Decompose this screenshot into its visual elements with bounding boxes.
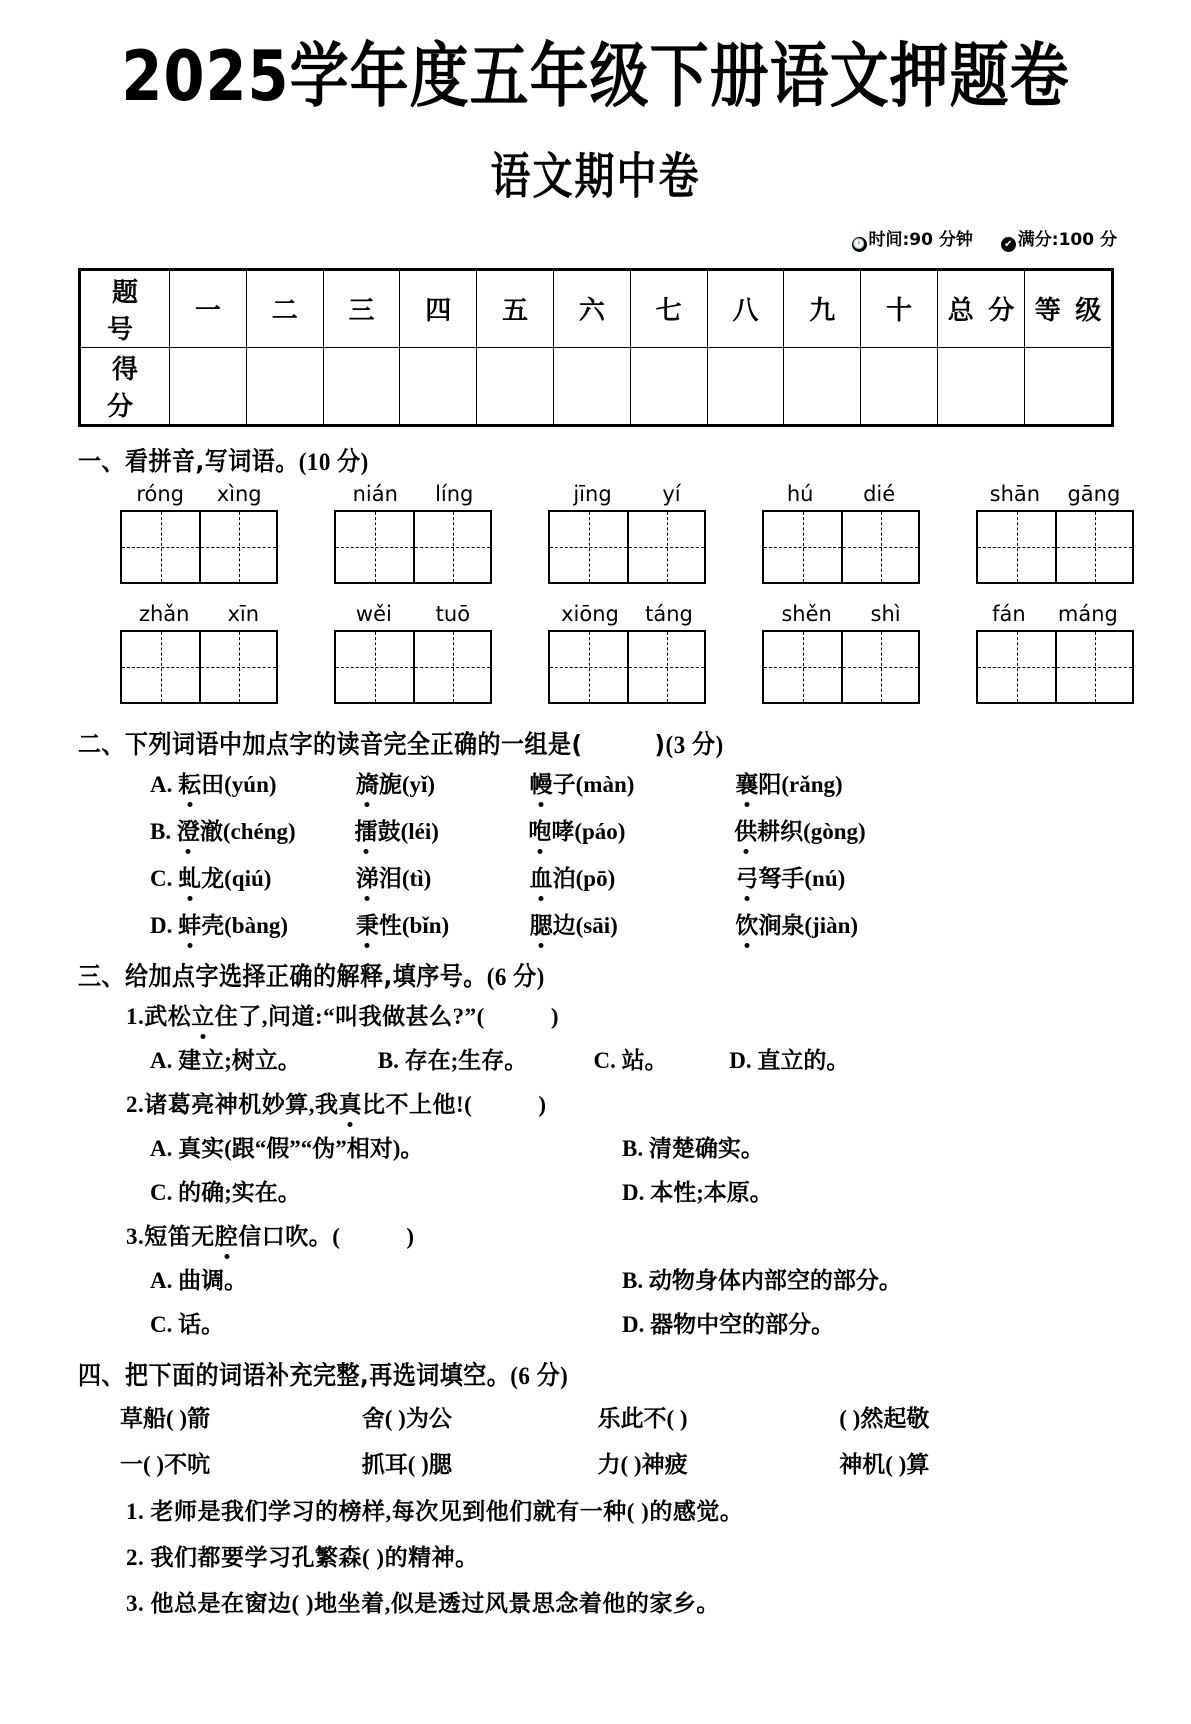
pinyin-group [334, 482, 492, 584]
option-text: 龙(qiú) [201, 865, 272, 891]
idiom-item[interactable]: 神机( )算 [839, 1451, 930, 1477]
option-text: 边(sāi) [552, 912, 618, 938]
fill-question-2[interactable]: 2. 我们都要学习孔繁森( )的精神。 [126, 1544, 479, 1570]
dotted-char: 弓 [735, 860, 758, 893]
score-cell-9[interactable] [784, 347, 861, 425]
grid-cell[interactable] [336, 632, 413, 702]
idiom-item[interactable]: 舍( )为公 [361, 1405, 452, 1431]
section-3-points: (6 分) [486, 962, 545, 991]
dotted-char: 蚌 [178, 907, 201, 940]
section-4-title: 四、把下面的词语补充完整,再选词填空。 [78, 1361, 511, 1391]
question-3-2-options-row2[interactable] [150, 1174, 1191, 1207]
check-icon: ✔ [1001, 237, 1016, 252]
option-text: 泊(pō) [552, 865, 616, 891]
grid-cell[interactable] [550, 512, 627, 582]
score-cell-5[interactable] [477, 347, 554, 425]
pinyin-syllable: líng [435, 481, 474, 506]
section-2-heading [78, 724, 1191, 760]
score-cell-4[interactable] [400, 347, 477, 425]
dotted-char: 立 [191, 998, 215, 1031]
dotted-char: 咆 [528, 813, 551, 846]
option-item[interactable]: B. 存在;生存。 [377, 1047, 528, 1073]
col-head-total: 总 分 [938, 269, 1025, 347]
score-cell-10[interactable] [861, 347, 938, 425]
score-table-wrap [78, 268, 1113, 427]
question-3-3 [126, 1218, 1191, 1251]
option-row-D[interactable] [150, 907, 1191, 940]
question-paren: ) [550, 1003, 559, 1029]
score-cell-7[interactable] [630, 347, 707, 425]
table-row-scores [80, 347, 1113, 425]
pinyin-group [334, 602, 492, 704]
option-text: 弩手(nú) [758, 865, 846, 891]
option-text: 涧泉(jiàn) [758, 912, 859, 938]
dotted-char: 腔 [215, 1218, 239, 1251]
pinyin-group [548, 482, 706, 584]
page-subtitle: 语文期中卷 [490, 148, 701, 206]
score-cell-3[interactable] [323, 347, 400, 425]
question-3-1-options[interactable] [150, 1042, 1191, 1075]
option-text: 田(yún) [201, 771, 277, 797]
dotted-char: 幔 [530, 766, 553, 799]
col-head-1: 一 [170, 269, 247, 347]
question-text-pre: 武松 [144, 1003, 192, 1029]
question-3-3-options-row1[interactable] [150, 1262, 1191, 1295]
idiom-item[interactable]: 草船( )箭 [120, 1405, 211, 1431]
pinyin-group [762, 602, 920, 704]
dotted-char: 虬 [178, 860, 201, 893]
fill-question-1[interactable]: 1. 老师是我们学习的榜样,每次见到他们就有一种( )的感觉。 [126, 1498, 744, 1524]
pinyin-syllable: yí [662, 481, 681, 506]
idiom-item[interactable]: 抓耳( )腮 [361, 1451, 452, 1477]
pinyin-group [762, 482, 920, 584]
grid-cell[interactable] [627, 632, 704, 702]
col-head-6: 六 [553, 269, 630, 347]
grid-cell[interactable] [122, 512, 199, 582]
grid-cell[interactable] [627, 512, 704, 582]
grid-cell[interactable] [413, 632, 490, 702]
page-title: 2025学年度五年级下册语文押题卷 [121, 35, 1070, 117]
pinyin-syllable: zhǎn [138, 601, 190, 626]
writing-grid[interactable] [334, 630, 492, 704]
pinyin-syllable: xīn [227, 601, 260, 626]
fill-question-3[interactable]: 3. 他总是在窗边( )地坐着,似是透过风景思念着他的家乡。 [126, 1590, 720, 1616]
question-paren: ) [406, 1223, 415, 1249]
writing-grid[interactable] [976, 510, 1134, 584]
score-cell-1[interactable] [170, 347, 247, 425]
grid-cell[interactable] [978, 632, 1055, 702]
col-head-8: 八 [707, 269, 784, 347]
pinyin-labels [548, 482, 706, 506]
score-meta [1001, 225, 1117, 252]
pinyin-group [120, 482, 278, 584]
writing-grid[interactable] [120, 630, 278, 704]
pinyin-syllable: xìng [216, 481, 262, 506]
option-row-A[interactable] [150, 766, 1191, 799]
pinyin-syllable: róng [136, 481, 185, 506]
pinyin-syllable: nián [352, 481, 398, 506]
option-text: 子(màn) [552, 771, 635, 797]
option-row-C[interactable] [150, 860, 1191, 893]
grid-cell[interactable] [1055, 632, 1132, 702]
option-letter: C. [150, 865, 173, 891]
section-1-points: (10 分) [298, 447, 369, 476]
score-row-label: 题 号 [80, 269, 170, 347]
option-item[interactable]: C. 的确;实在。 [150, 1179, 301, 1205]
question-text-post: 住了,问道:“叫我做甚么?”( [214, 1003, 485, 1029]
question-paren: ) [538, 1091, 547, 1117]
pinyin-group [548, 602, 706, 704]
grid-cell[interactable] [550, 632, 627, 702]
grid-cell[interactable] [841, 512, 918, 582]
dotted-char: 耘 [178, 766, 201, 799]
option-item[interactable]: D. 直立的。 [729, 1047, 850, 1073]
clock-icon: 🕐 [852, 238, 866, 250]
option-text: 性(bǐn) [378, 912, 450, 938]
pinyin-syllable: tuō [435, 601, 471, 626]
score-cell-8[interactable] [707, 347, 784, 425]
question-3-2 [126, 1086, 1191, 1119]
grid-cell[interactable] [764, 512, 841, 582]
question-text-pre: 诸葛亮神机妙算,我 [144, 1091, 339, 1117]
pinyin-labels [120, 602, 278, 626]
option-text: 哮(páo) [551, 818, 626, 844]
pinyin-labels [762, 602, 920, 626]
exam-meta [0, 225, 1191, 252]
option-text: 耕织(gòng) [757, 818, 866, 844]
option-row-B[interactable] [150, 813, 1191, 846]
section-2-title: 二、下列词语中加点字的读音完全正确的一组是( [78, 730, 583, 760]
idiom-item[interactable]: ( )然起敬 [839, 1405, 930, 1431]
option-item[interactable]: C. 话。 [150, 1311, 225, 1337]
dotted-char: 饮 [735, 907, 758, 940]
option-item[interactable]: B. 动物身体内部空的部分。 [622, 1267, 902, 1293]
idiom-item[interactable]: 一( )不吭 [120, 1451, 211, 1477]
grid-cell[interactable] [978, 512, 1055, 582]
dotted-char: 涕 [356, 860, 379, 893]
option-text: 澈(chéng) [199, 818, 296, 844]
writing-grid[interactable] [548, 630, 706, 704]
pinyin-syllable: máng [1057, 601, 1118, 626]
col-head-5: 五 [477, 269, 554, 347]
dotted-char: 擂 [355, 813, 378, 846]
writing-grid[interactable] [120, 510, 278, 584]
question-text-post: 信口吹。( [238, 1223, 341, 1249]
score-table [78, 268, 1114, 427]
question-3-2-options-row1[interactable] [150, 1130, 1191, 1163]
col-head-2: 二 [246, 269, 323, 347]
grid-cell[interactable] [1055, 512, 1132, 582]
idiom-row-1[interactable] [120, 1400, 1191, 1433]
question-number: 3. [126, 1223, 145, 1249]
question-number: 2. [126, 1091, 145, 1117]
option-item[interactable]: A. 曲调。 [150, 1267, 248, 1293]
writing-grid[interactable] [334, 510, 492, 584]
pinyin-group [976, 602, 1134, 704]
pinyin-labels [548, 602, 706, 626]
section-2-points: (3 分) [665, 730, 724, 759]
idiom-item[interactable]: 乐此不( ) [597, 1405, 688, 1431]
score-cell-2[interactable] [246, 347, 323, 425]
question-3-3-options-row2[interactable] [150, 1306, 1191, 1339]
option-item[interactable]: D. 本性;本原。 [622, 1179, 773, 1205]
option-item[interactable]: D. 器物中空的部分。 [622, 1311, 835, 1337]
option-letter: A. [150, 771, 173, 797]
pinyin-labels [334, 482, 492, 506]
score-label: 满分:100 分 [1017, 229, 1117, 250]
grid-cell[interactable] [764, 632, 841, 702]
pinyin-labels [976, 602, 1134, 626]
writing-grid[interactable] [762, 510, 920, 584]
dotted-char: 供 [734, 813, 757, 846]
section-1-heading [78, 441, 1191, 477]
pinyin-syllable: dié [863, 481, 896, 506]
option-text: 鼓(léi) [377, 818, 439, 844]
pinyin-syllable: fán [992, 601, 1026, 626]
option-text: 旎(yǐ) [378, 771, 436, 797]
pinyin-syllable: hú [786, 481, 814, 506]
score-cell-6[interactable] [553, 347, 630, 425]
question-3-1 [126, 998, 1191, 1031]
pinyin-labels [120, 482, 278, 506]
pinyin-syllable: gāng [1067, 481, 1121, 506]
option-item[interactable]: B. 清楚确实。 [622, 1135, 764, 1161]
pinyin-labels [976, 482, 1134, 506]
dotted-char: 血 [530, 860, 553, 893]
exam-page [0, 35, 1191, 1724]
idiom-row-2[interactable] [120, 1446, 1191, 1479]
time-label: 时间:90 分钟 [868, 229, 973, 250]
pinyin-syllable: shěn [781, 601, 832, 626]
option-letter: D. [150, 912, 173, 938]
col-head-7: 七 [630, 269, 707, 347]
option-text: 壳(bàng) [201, 912, 289, 938]
pinyin-row-1 [120, 482, 1191, 584]
question-text-post: 比不上他!( [362, 1091, 473, 1117]
dotted-char: 秉 [356, 907, 379, 940]
pinyin-labels [334, 602, 492, 626]
section-2-paren: ) [654, 730, 666, 760]
writing-grid[interactable] [548, 510, 706, 584]
table-row-header [80, 269, 1113, 347]
writing-grid[interactable] [976, 630, 1134, 704]
dotted-char: 澄 [177, 813, 200, 846]
pinyin-syllable: shì [870, 601, 901, 626]
pinyin-labels [762, 482, 920, 506]
col-head-4: 四 [400, 269, 477, 347]
grid-cell[interactable] [413, 512, 490, 582]
idiom-item[interactable]: 力( )神疲 [597, 1451, 688, 1477]
grid-cell[interactable] [336, 512, 413, 582]
col-head-grade: 等 级 [1025, 269, 1113, 347]
grid-cell[interactable] [199, 512, 276, 582]
dotted-char: 真 [339, 1086, 363, 1119]
pinyin-group [976, 482, 1134, 584]
section-3-heading [78, 956, 1191, 992]
time-meta [852, 225, 973, 252]
pinyin-syllable: shān [989, 481, 1041, 506]
col-head-3: 三 [323, 269, 400, 347]
score-cell-total[interactable] [938, 347, 1025, 425]
option-text: 泪(tì) [378, 865, 432, 891]
pinyin-syllable: wěi [355, 601, 392, 626]
score-row-label-2: 得 分 [80, 347, 170, 425]
pinyin-syllable: xiōng [561, 601, 619, 626]
grid-cell[interactable] [122, 632, 199, 702]
option-item[interactable]: A. 真实(跟“假”“伪”相对)。 [150, 1135, 424, 1161]
grid-cell[interactable] [841, 632, 918, 702]
section-4-heading [78, 1355, 1191, 1391]
section-4-points: (6 分) [510, 1361, 569, 1390]
dotted-char: 襄 [735, 766, 758, 799]
option-letter: B. [150, 818, 172, 844]
col-head-9: 九 [784, 269, 861, 347]
writing-grid[interactable] [762, 630, 920, 704]
section-3-title: 三、给加点字选择正确的解释,填序号。 [78, 962, 487, 992]
score-cell-grade[interactable] [1025, 347, 1113, 425]
pinyin-group [120, 602, 278, 704]
option-item[interactable]: A. 建立;树立。 [150, 1047, 301, 1073]
dotted-char: 旖 [356, 766, 379, 799]
pinyin-syllable: jīng [573, 481, 612, 506]
option-item[interactable]: C. 站。 [593, 1047, 668, 1073]
dotted-char: 腮 [530, 907, 553, 940]
pinyin-syllable: táng [645, 601, 693, 626]
section-1-title: 一、看拼音,写词语。 [78, 447, 299, 477]
question-number: 1. [126, 1003, 145, 1029]
grid-cell[interactable] [199, 632, 276, 702]
col-head-10: 十 [861, 269, 938, 347]
question-text-pre: 短笛无 [144, 1223, 215, 1249]
pinyin-row-2 [120, 602, 1191, 704]
option-text: 阳(rǎng) [758, 771, 843, 797]
